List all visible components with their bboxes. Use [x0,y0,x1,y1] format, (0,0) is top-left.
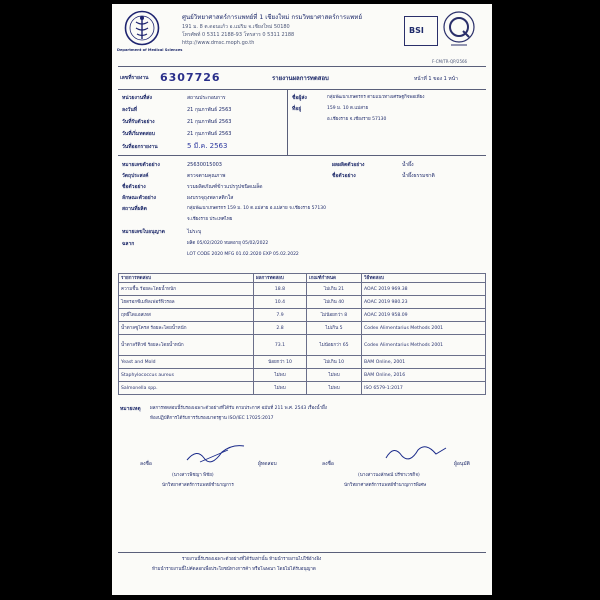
footer-line1: รายงานนี้รับรองเฉพาะตัวอย่างที่ได้รับเท่านั้น ห้ามนำรายงานไปใช้อ้างอิง [182,557,322,562]
test-criterion: ไม่น้อยกว่า 8 [307,309,362,322]
info-label: วันที่รับตัวอย่าง [122,119,155,125]
sample-value: รวมผลิตภัณฑ์ข้าวแปรรูปชนิดเมล็ด [187,184,263,190]
sample-label: สถานที่ผลิต [122,206,147,212]
org-website: http://www.dmsc.moph.go.th [182,40,255,46]
test-result: 73.1 [254,335,307,356]
info-label: หน่วยงานที่ส่ง [122,95,152,101]
test-result: น้อยกว่า 10 [254,356,307,369]
signer-title: นักวิทยาศาสตร์การแพทย์ชำนาญการพิเศษ [344,483,427,488]
sample-label: หมายเลขใบอนุญาต [122,229,165,235]
test-method: BAM Online, 2001 [362,356,486,369]
dmsc-logo [124,10,160,46]
table-row [119,283,486,296]
table-row [119,382,486,395]
table-row [119,356,486,369]
sample-right-value: น้ำผึ้ง [402,162,414,168]
sample-value: LOT CODE 2020 MFG 01.02.2020 EXP 05.02.2022 [187,252,299,257]
signature-left-role: ผู้ทดสอบ [258,461,277,467]
test-result: ไม่พบ [254,369,307,382]
sample-value: กลุ่มพัฒนาเกษตรกร 159 ม. 10 ต.แม่สาย อ.แม่สาย จ.เชียงราย 57130 [187,206,326,211]
test-method: Codex Alimentarius Methods 2001 [362,322,486,335]
dmsc-emblem-icon [124,10,160,46]
table-header: วิธีทดสอบ [362,274,486,283]
logo-caption: Department of Medical Sciences [117,48,183,52]
test-method: BAM Online, 2016 [362,369,486,382]
test-criterion: ไม่พบ [307,382,362,395]
address-value-2: อ.เชียงราย จ.เชียงราย 57130 [327,117,387,122]
signer-name: (นางสาวพิชญา พิชัย) [172,473,214,478]
cert-badge-text: BSI [409,26,424,35]
test-method: AOAC 2019 980.23 [362,296,486,309]
sample-label: ชื่อตัวอย่าง [122,184,146,190]
info-label: วันที่เริ่มทดสอบ [122,131,155,137]
test-criterion: ไม่น้อยกว่า 65 [307,335,362,356]
info-label: ลงวันที่ [122,107,138,113]
issue-date-stamp: 5 มี.ค. 2563 [187,142,228,150]
test-method: ISO 6579-1:2017 [362,382,486,395]
page-indicator: หน้าที่ 1 ของ 1 หน้า [414,76,458,82]
test-criterion: ไม่เกิน 10 [307,356,362,369]
sample-value: จ.เชียงราย ประเทศไทย [187,217,233,222]
signature-right-icon [382,438,452,468]
table-row [119,309,486,322]
signature-right-role: ผู้อนุมัติ [454,461,470,467]
test-name: ความชื้น ร้อยละโดยน้ำหนัก [119,283,254,296]
signer-name: (นางสาวนงลักษณ์ ปรีชาเวชกิจ) [358,473,420,478]
signer-title: นักวิทยาศาสตร์การแพทย์ชำนาญการ [162,483,234,488]
table-row [119,335,486,356]
sample-label: ลักษณะตัวอย่าง [122,195,156,201]
test-method: AOAC 2019 958.09 [362,309,486,322]
address-value: 159 ม. 10 ต.แม่สาย [327,106,369,111]
table-header: รายการทดสอบ [119,274,254,283]
footer-line2: ห้ามนำรายงานนี้ไปคัดลอกเพื่อประโยชน์ทางการค้า หรือโฆษณา โดยไม่ได้รับอนุญาต [152,567,316,572]
qms-certification-icon [442,10,476,48]
info-label: วันที่ออกรายงาน [122,144,158,150]
test-name: น้ำตาลซูโครส ร้อยละโดยน้ำหนัก [119,322,254,335]
test-method: Codex Alimentarius Methods 2001 [362,335,486,356]
org-address: 191 ม. 8 ต.ดอนแก้ว อ.แม่ริม จ.เชียงใหม่ 50180 [182,24,290,30]
report-number-label: เลขที่รายงาน [120,75,149,81]
test-name: น้ำตาลรีดิวซ์ ร้อยละโดยน้ำหนัก [119,335,254,356]
qms-badge [442,10,476,48]
test-name: Salmonella spp. [119,382,254,395]
results-table [118,273,486,395]
test-method: AOAC 2019 969.38 [362,283,486,296]
test-criterion: ไม่เกิน 5 [307,322,362,335]
sample-label: วัตถุประสงค์ [122,173,149,179]
doc-code: F-CM/TR-QP/2566 [432,59,468,64]
test-result: ไม่พบ [254,382,307,395]
info-value: สถานประกอบการ [187,95,226,101]
sample-right-label: ชื่อตัวอย่าง [332,173,356,179]
test-name: ไฮดรอกซีเมทิลเฟอร์ฟิวรอล [119,296,254,309]
table-header: ผลการทดสอบ [254,274,307,283]
sample-right-label: ผลผลิตตัวอย่าง [332,162,365,168]
sample-right-value: น้ำผึ้งธรรมชาติ [402,173,435,179]
signature-left-label: ลงชื่อ [140,461,152,467]
test-name: Staphylococcus aureus [119,369,254,382]
test-result: 7.9 [254,309,307,322]
table-header-row [119,274,486,283]
sample-value: ไม่ระบุ [187,229,202,235]
info-value: 21 กุมภาพันธ์ 2563 [187,119,232,125]
test-result: 10.4 [254,296,307,309]
test-result: 2.8 [254,322,307,335]
report-page [112,4,492,595]
org-name: ศูนย์วิทยาศาสตร์การแพทย์ที่ 1 เชียงใหม่ กรมวิทยาศาสตร์การแพทย์ [182,14,362,21]
cert-badge [404,16,438,46]
signature-right-label: ลงชื่อ [322,461,334,467]
test-name: ฤทธิ์ไดแอสเทส [119,309,254,322]
remarks-line2: ห้องปฏิบัติการได้รับการรับรองมาตรฐาน ISO/IEC 17025:2017 [150,416,274,421]
sample-value: ผลิต 05/02/2020 หมดอายุ 05/02/2022 [187,241,269,246]
sample-label: ฉลาก [122,241,135,247]
info-value: 21 กุมภาพันธ์ 2563 [187,107,232,113]
test-criterion: ไม่พบ [307,369,362,382]
sample-label: หมายเลขตัวอย่าง [122,162,160,168]
address-label: ที่อยู่ [292,106,302,112]
test-result: 18.8 [254,283,307,296]
sender-value: กลุ่มพัฒนาเกษตรกร ตามแนวทางเศรษฐกิจพอเพียง [327,95,425,100]
remarks-line1: ผลการทดสอบนี้รับรองเฉพาะตัวอย่างที่ได้รับ ตามประกาศ ฉบับที่ 211 พ.ศ. 2543 เรื่องน้ำผึ้ง [150,406,327,411]
table-row [119,322,486,335]
table-row [119,369,486,382]
test-criterion: ไม่เกิน 21 [307,283,362,296]
table-row [119,296,486,309]
table-header: เกณฑ์กำหนด [307,274,362,283]
report-number: 6307726 [160,71,221,84]
sample-value: ตรวจตามคุณภาพ [187,173,226,179]
sample-value: 25630015003 [187,162,222,168]
sender-label: ชื่อผู้ส่ง [292,95,307,101]
info-value: 21 กุมภาพันธ์ 2563 [187,131,232,137]
sample-value: ผงบรรจุถุงพลาสติกใส [187,195,234,201]
report-title: รายงานผลการทดสอบ [272,75,329,82]
test-criterion: ไม่เกิน 40 [307,296,362,309]
org-phone: โทรศัพท์ 0 5311 2188-93 โทรสาร 0 5311 2188 [182,32,295,38]
signature-left-icon [182,438,252,468]
test-name: Yeast and Mold [119,356,254,369]
remarks-label: หมายเหตุ [120,406,141,412]
